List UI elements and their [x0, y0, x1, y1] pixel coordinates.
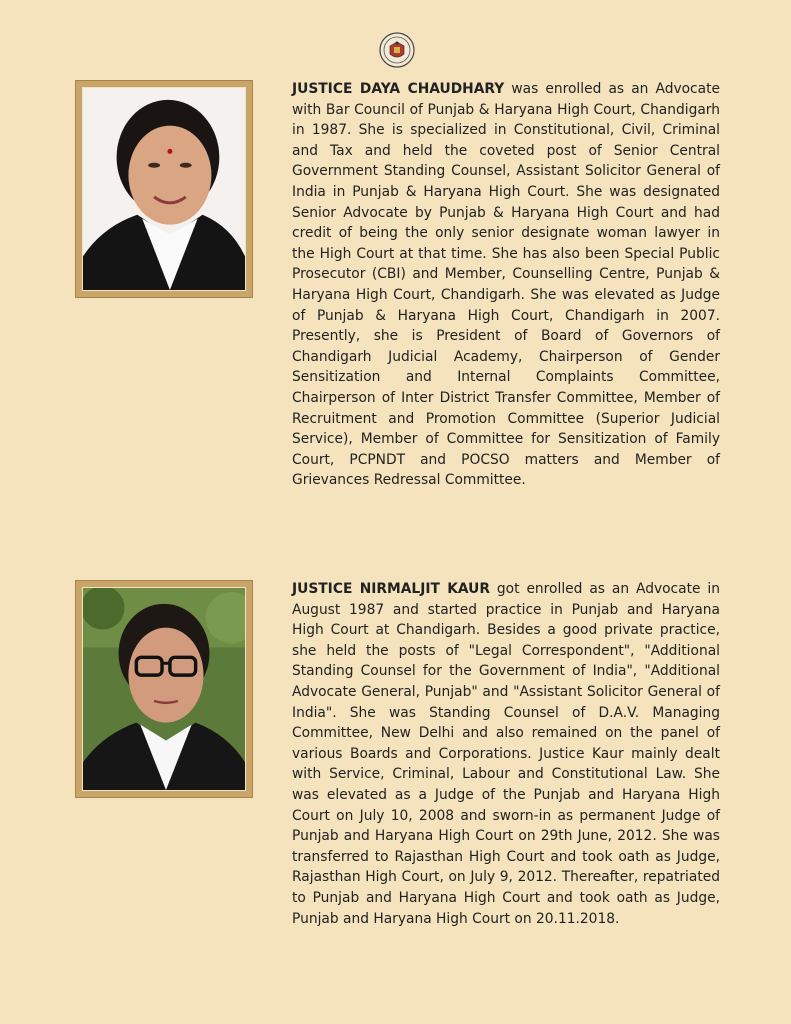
judge-bio-text: was enrolled as an Advocate with Bar Council of Punjab & Haryana High Court, Chandigarh in 1987. She is specialized in Constitutional, Civil, Criminal and Tax and held the coveted post of Senior Central Government Standing Counsel, Assistant Solicitor General of India in Punjab & Haryana High Court. She was designated Senior Advocate by Punjab & Haryana High Court and had credit of being the only senior designate woman lawyer in the High Court at that time. She has also been Special Public Prosecutor (CBI) and Member, Counselling Centre, Punjab & Haryana High Court, Chandigarh. She was elevated as Judge of Punjab & Haryana High Court, Chandigarh in 2007. Presently, she is President of Board of Governors of Chandigarh Judicial Academy, Chairperson of Gender Sensitization and Internal Complaints Committee, Chairperson of Inter District Transfer Committee, Member of Recruitment and Promotion Committee (Superior Judicial Service), Member of Committee for Sensitization of Family Court, PCPNDT and POCSO matters and Member of Grievances Redressal Committee. [292, 81, 720, 489]
judge-bio-text: got enrolled as an Advocate in August 1987 and started practice in Punjab and Haryana High Court at Chandigarh. Besides a good private practice, she held the posts of "Legal Correspondent", "Additional Standing Counsel for the Government of India", "Additional Advocate General, Punjab" and "Assistant Solicitor General of India". She was Standing Counsel of D.A.V. Managing Committee, New Delhi and also remained on the panel of various Boards and Corporations. Justice Kaur mainly dealt with Service, Criminal, Labour and Constitutional Law. She was elevated as a Judge of the Punjab and Haryana High Court on July 10, 2008 and sworn-in as permanent Judge of Punjab and Haryana High Court on 29th June, 2012. She was transferred to Rajasthan High Court and took oath as Judge, Rajasthan High Court, on July 9, 2012. Thereafter, repatriated to Punjab and Haryana High Court and took oath as Judge, Punjab and Haryana High Court on 20.11.2018. [292, 581, 720, 927]
judge-portrait-frame [75, 80, 253, 298]
judge-portrait-photo [82, 87, 246, 291]
judge-bio-paragraph [292, 79, 720, 491]
judge-portrait-frame [75, 580, 253, 798]
judge-bio-paragraph [292, 579, 720, 929]
judge-name: JUSTICE DAYA CHAUDHARY [292, 81, 505, 97]
judge-portrait-photo [82, 587, 246, 791]
court-emblem-icon [379, 32, 415, 68]
judge-name: JUSTICE NIRMALJIT KAUR [292, 581, 490, 597]
